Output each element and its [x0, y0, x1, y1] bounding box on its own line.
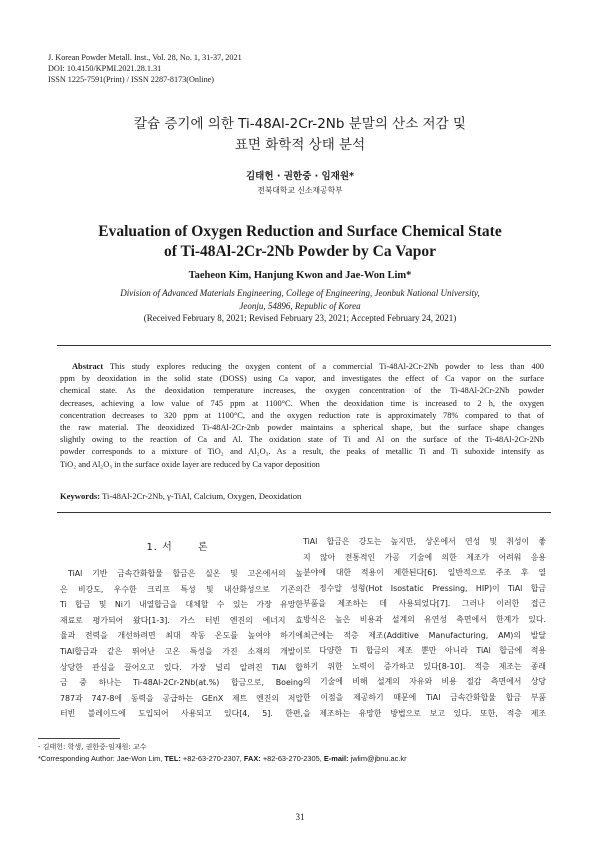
left-column [60, 566, 303, 722]
body-line: 하기 위한 노력이 증가하고 있다[8-10]. 적층 제조는 종래 [303, 661, 546, 671]
body-line: 방식은 높은 비용과 설계의 유연성 측면에서 한계가 있다. [303, 614, 546, 624]
footnote-author-roles: - 김태헌: 학생, 권한중·임재원: 교수 [38, 743, 147, 751]
section-heading-introduction: 1. 서 론 [146, 542, 209, 553]
body-line: 금 중 하나는 Ti-48Al-2Cr-2Nb(at.%) 합금으로, Boeing [60, 678, 303, 688]
keywords-text: Ti-48Al-2Cr-2Nb, γ-TiAl, Calcium, Oxygen, Deoxidation [102, 491, 302, 501]
body-line: 787과 747-8에 동력을 공급하는 GEnX 제트 엔진의 저압 [60, 693, 303, 703]
journal-doi: DOI: 10.4150/KPMI.2021.28.1.31 [48, 64, 162, 73]
body-line: 한 이점을 제공하기 때문에 TiAl 금속간화합물 합금 부품 [303, 692, 546, 702]
body-line: 을 제조하는 유망한 방법으로 보고 있다. 또한, 적층 제조 [303, 708, 546, 718]
abstract-line: concentration decreases to 320 ppm at 1100°C, and the oxygen reduction rate is approximately 78% compared to that of [60, 410, 544, 420]
footnote-corresponding-author [38, 754, 407, 763]
abstract-line: powder corresponds to a mixture of TiO₂ and Al₂O₃. As a result, the peaks of metallic Ti and Ti suboxide intensify as [60, 447, 544, 457]
body-line: 터빈 블레이드에 도입되어 사용되고 있다[4, 5]. 한편, [60, 709, 303, 719]
body-line: TiAl합금과 같은 뛰어난 고온 특성을 가진 소재의 개발이 [60, 646, 303, 656]
journal-citation: J. Korean Powder Metall. Inst., Vol. 28, No. 1, 31-37, 2021 [48, 53, 242, 62]
received-dates: (Received February 8, 2021; Revised February 23, 2021; Accepted February 24, 2021) [143, 313, 457, 323]
korean-affiliation: 전북대학교 신소재공학부 [257, 186, 343, 195]
body-line: 부품을 제조하는 데 사용되었다[7]. 그러나 이러한 접근 [303, 599, 546, 609]
body-line: 지 않아 전통적인 가공 기술에 의한 제조가 어려워 응용 [303, 552, 546, 562]
korean-authors: 김태헌 · 권한중 · 임재원* [245, 171, 354, 182]
abstract-top-rule [57, 345, 551, 346]
footnote-rule [38, 738, 120, 739]
korean-title-line-1: 칼슘 증기에 의한 Ti-48Al-2Cr-2Nb 분말의 산소 저감 및 [134, 116, 466, 132]
english-affiliation-line-1: Division of Advanced Materials Engineering, College of Engineering, Jeonbuk National University, [120, 288, 480, 298]
abstract [60, 361, 544, 471]
english-title-line-1: Evaluation of Oxygen Reduction and Surface Chemical State [98, 223, 502, 240]
korean-title [60, 114, 540, 156]
body-line: 분야에 대한 적용이 제한된다[6]. 일반적으로 주조 후 열 [303, 568, 546, 578]
abstract-bottom-rule [57, 512, 551, 513]
english-affiliation-line-2: Jeonju, 54896, Republic of Korea [239, 300, 361, 311]
body-line: 의 기술에 비해 설계의 자유와 비용 절감 측면에서 상당 [303, 677, 546, 687]
keywords-label: Keywords: [60, 491, 101, 501]
english-title [60, 222, 540, 262]
body-line: 최근에는 적층 제조(Additive Manufacturing, AM)의 발달 [303, 630, 546, 640]
body-line: 재료로 평가되어 왔다[1-3]. 가스 터빈 엔진의 에너지 효 [60, 615, 303, 625]
abstract-line: TiO₂ and Al₂O₃ in the surface oxide layer are reduced by Ca vapor deposition [60, 459, 320, 469]
page-number: 31 [295, 812, 305, 822]
tel-number: +82-63-270-2307, [182, 754, 242, 763]
body-line: 로 다양한 Ti 합금의 제조 뿐만 아니라 TiAl 합금에 적용 [303, 646, 546, 656]
abstract-line: the raw material. The deoxidized Ti-48Al-2Cr-2nb powder maintains a spherical shape, but the surface shape changes [60, 423, 544, 433]
abstract-line [60, 361, 544, 373]
body-line: TiAl 기반 금속간화합물 합금은 실온 및 고온에서의 높 [68, 569, 303, 578]
journal-issn: ISSN 1225-7591(Print) / ISSN 2287-8173(Online) [48, 75, 215, 84]
right-column [303, 534, 546, 721]
tel-label: TEL: [164, 754, 181, 763]
abstract-line: ppm by deoxidation in the solid state (DOSS) using Ca vapor, and investigates the effect of Ca vapor on the surface [60, 374, 544, 384]
abstract-line: decreases, achieving a low value of 745 ppm at 1100°C. When the deoxidation time is increased to 2 h, the oxygen [60, 398, 544, 408]
abstract-line-text: This study explores reducing the oxygen content of a commercial Ti-48Al-2Cr-2Nb powder to less than 400 [109, 362, 544, 371]
keywords [60, 491, 544, 501]
body-line: 율과 전력을 개선하려면 최대 작동 온도를 높여야 하기에 [60, 631, 303, 641]
body-line: 은 비강도, 우수한 크리프 특성 및 내산화성으로 기존의 [60, 584, 303, 594]
english-affiliation [60, 287, 540, 312]
abstract-line: slightly owing to the reaction of Ca and Al. The oxidation state of Ti and Al on the surface of the Ti-48Al-2Cr-2Nb [60, 435, 544, 445]
english-authors: Taeheon Kim, Hanjung Kwon and Jae-Won Lim* [188, 270, 412, 281]
korean-title-line-2: 표면 화학적 상태 분석 [234, 137, 366, 153]
body-line: 간 정수압 성형(Hot Isostatic Pressing, HIP)이 TiAl 합금 [303, 583, 546, 593]
english-title-line-2: of Ti-48Al-2Cr-2Nb Powder by Ca Vapor [164, 243, 436, 260]
body-line: TiAl 합금은 강도는 높지만, 상온에서 연성 및 취성이 좋 [303, 537, 546, 546]
email-label: E-mail: [323, 754, 349, 763]
body-line: 상당한 관심을 끌어오고 있다. 가장 널리 알려진 TiAl 합 [60, 662, 303, 672]
email-address[interactable]: jwlim@jbnu.ac.kr [350, 754, 407, 763]
fax-number: +82-63-270-2305, [262, 754, 322, 763]
abstract-label: Abstract [72, 362, 104, 371]
abstract-line: chemical state. As the deoxidation temperature increases, the oxygen concentration of the Ti-48Al-2Cr-2Nb powder [60, 386, 544, 396]
body-line: Ti 합금 및 Ni기 내열합금을 대체할 수 있는 가장 유망한 [60, 600, 303, 610]
journal-header [48, 52, 408, 85]
fax-label: FAX: [243, 754, 261, 763]
corresponding-author-name: *Corresponding Author: Jae-Won Lim, [38, 754, 163, 763]
